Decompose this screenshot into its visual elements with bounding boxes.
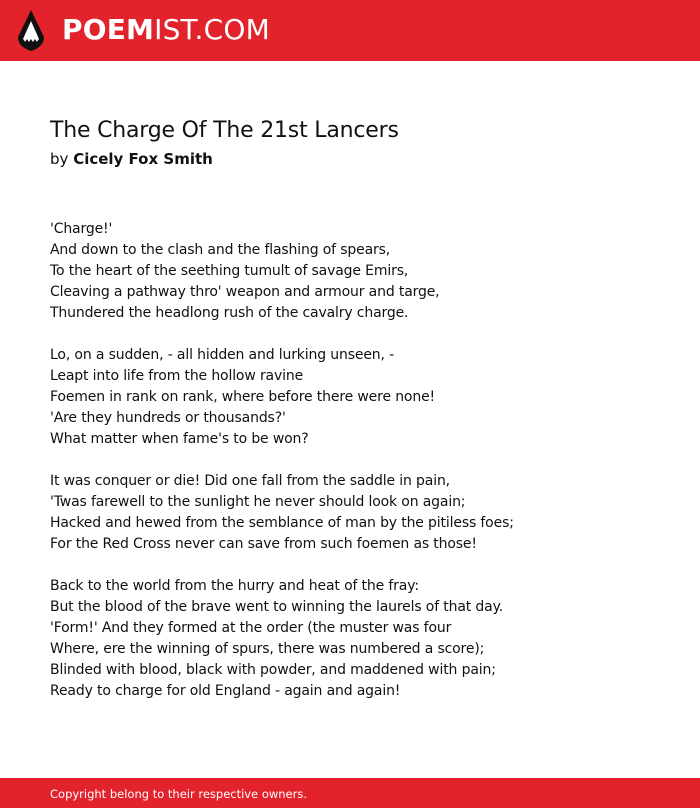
site-header: [0, 0, 700, 61]
poem-line: 'Are they hundreds or thousands?': [50, 410, 286, 426]
poem-line: Cleaving a pathway thro' weapon and armour and targe,: [50, 284, 440, 300]
poem-line: Hacked and hewed from the semblance of man by the pitiless foes;: [50, 515, 514, 531]
poem-line: 'Twas farewell to the sunlight he never should look on again;: [50, 494, 466, 510]
stanza-3: [50, 471, 670, 555]
poem-line: Foemen in rank on rank, where before there were none!: [50, 389, 435, 405]
poem-line: For the Red Cross never can save from such foemen as those!: [50, 536, 477, 552]
poem-line: Leapt into life from the hollow ravine: [50, 368, 304, 384]
poem-body: [50, 219, 670, 723]
poem-line: Back to the world from the hurry and heat of the fray:: [50, 578, 419, 594]
poem-line: To the heart of the seething tumult of savage Emirs,: [50, 263, 409, 279]
stanza-1: [50, 219, 670, 324]
stanza-2: [50, 345, 670, 450]
poem-byline: [50, 148, 213, 170]
site-logo[interactable]: [62, 13, 270, 47]
site-footer: [0, 778, 700, 808]
stanza-4: [50, 576, 670, 702]
logo-text-bold: POEM: [62, 13, 155, 46]
poem-line: Where, ere the winning of spurs, there was numbered a score);: [50, 641, 485, 657]
poem-line: But the blood of the brave went to winning the laurels of that day.: [50, 599, 504, 615]
poem-line: Blinded with blood, black with powder, and maddened with pain;: [50, 662, 496, 678]
poem-line: And down to the clash and the flashing of spears,: [50, 242, 391, 258]
pencil-tip-icon[interactable]: [17, 10, 45, 51]
poem-line: It was conquer or die! Did one fall from the saddle in pain,: [50, 473, 450, 489]
copyright-text: Copyright belong to their respective owners.: [50, 787, 308, 801]
logo-text-light: IST.COM: [154, 13, 270, 46]
byline-label: by: [50, 150, 69, 168]
poem-line: What matter when fame's to be won?: [50, 431, 309, 447]
poem-line: Thundered the headlong rush of the cavalry charge.: [50, 305, 409, 321]
poem-author[interactable]: Cicely Fox Smith: [73, 150, 213, 168]
poem-title: The Charge Of The 21st Lancers: [50, 118, 399, 143]
poem-line: 'Form!' And they formed at the order (the muster was four: [50, 620, 452, 636]
poem-line: 'Charge!': [50, 221, 113, 237]
poem-line: Ready to charge for old England - again and again!: [50, 683, 401, 699]
poem-line: Lo, on a sudden, - all hidden and lurking unseen, -: [50, 347, 395, 363]
